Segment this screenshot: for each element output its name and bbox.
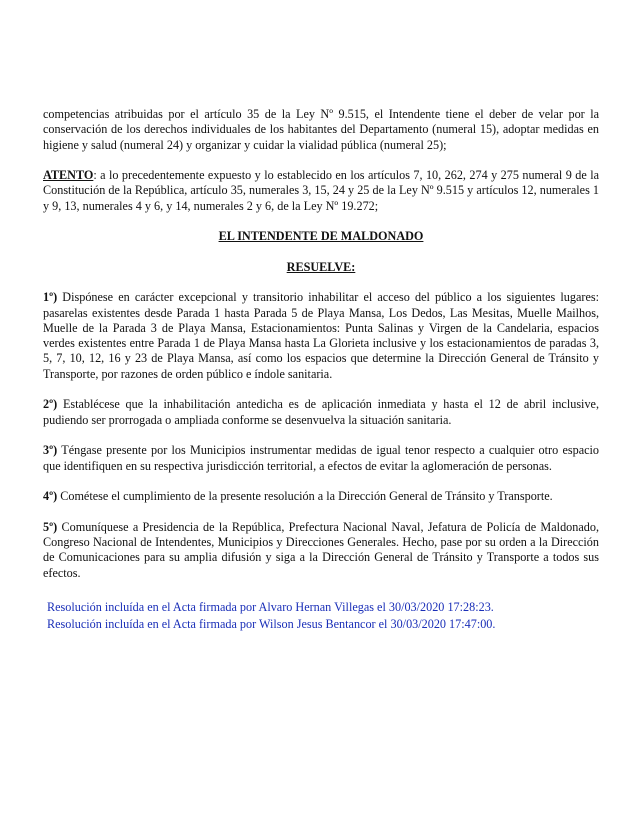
item-5-text: Comuníquese a Presidencia de la República, Prefectura Nacional Naval, Jefatura de Policía de Maldonado, Congreso Nacional de Intendentes, Municipios y Direcciones Generales. Hecho, pase por su orden a la Dirección de Comunicaciones para su amplia difusión y siga a la Dirección General de Tránsito y Transporte a todos sus efectos.	[43, 519, 599, 580]
item-3-number: 3º)	[43, 443, 58, 458]
item-2	[43, 397, 599, 428]
document-page	[43, 107, 599, 634]
signature-line-2: Resolución incluída en el Acta firmada por Wilson Jesus Bentancor el 30/03/2020 17:47:00.	[47, 617, 496, 632]
item-5-number: 5º)	[43, 519, 58, 534]
item-4	[43, 489, 599, 504]
item-4-number: 4º)	[43, 489, 58, 504]
signature-block	[43, 599, 599, 634]
heading-resuelve: RESUELVE:	[286, 259, 356, 274]
atento-paragraph	[43, 168, 599, 214]
item-4-text: Cométese el cumplimiento de la presente resolución a la Dirección General de Tránsito y Transporte.	[57, 489, 553, 504]
item-2-text: Establécese que la inhabilitación antedicha es de aplicación inmediata y hasta el 12 de abril inclusive, pudiendo ser prorrogada o ampliada conforme se desenvuelva la situación sanitaria.	[43, 397, 599, 427]
item-3	[43, 443, 599, 474]
item-3-text: Téngase presente por los Municipios instrumentar medidas de igual tenor respecto a cualquier otro espacio que identifiquen en su respectiva jurisdicción territorial, a efectos de evitar la aglomeración de personas.	[43, 443, 599, 473]
intro-paragraph: competencias atribuidas por el artículo 35 de la Ley Nº 9.515, el Intendente tiene el deber de velar por la conservación de los derechos individuales de los habitantes del Departamento (numeral 15), adoptar medidas en higiene y salud (numeral 24) y organizar y cuidar la vialidad pública (numeral 25);	[43, 107, 599, 152]
item-1-text: Dispónese en carácter excepcional y transitorio inhabilitar el acceso del público a los siguientes lugares: pasarelas existentes desde Parada 1 hasta Parada 5 de Playa Mansa, Los Dedos, Las Mesitas, Muelle Mailhos, Muelle de la Parada 3 de Playa Mansa, Estacionamientos: Punta Salinas y Virgen de la Candelaria, espacios verdes existentes entre Parada 1 de Playa Mansa hasta La Glorieta inclusive y los estacionamientos de paradas 3, 5, 7, 10, 12, 16 y 23 de Playa Mansa, así como los espacios que determine la Dirección General de Tránsito y Transporte, por razones de orden público e índole sanitaria.	[43, 290, 599, 381]
signature-line-1: Resolución incluída en el Acta firmada por Alvaro Hernan Villegas el 30/03/2020 17:28:23.	[47, 599, 494, 614]
item-1	[43, 290, 599, 382]
item-1-number: 1º)	[43, 290, 58, 305]
atento-label: ATENTO	[43, 168, 94, 183]
heading-intendente: EL INTENDENTE DE MALDONADO	[218, 229, 424, 244]
item-2-number: 2º)	[43, 397, 58, 412]
atento-text: : a lo precedentemente expuesto y lo establecido en los artículos 7, 10, 262, 274 y 275 numeral 9 de la Constitución de la República, artículo 35, numerales 3, 15, 24 y 25 de la Ley Nº 9.515 y artículos 12, numerales 1 y 9, 13, numerales 4 y 6, y 14, numerales 2 y 6, de la Ley Nº 19.272;	[43, 168, 599, 213]
item-5	[43, 520, 599, 581]
